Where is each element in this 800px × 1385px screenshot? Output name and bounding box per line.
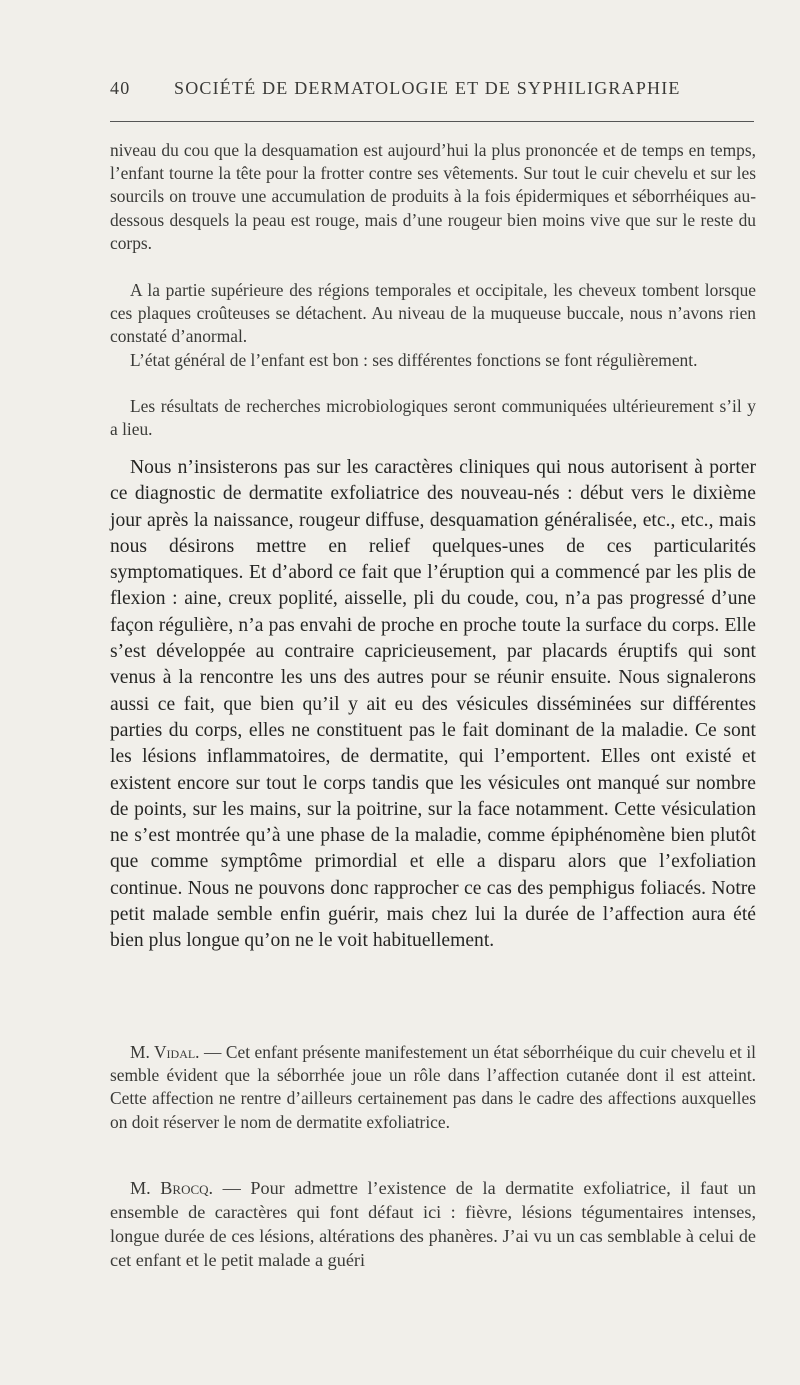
speaker-name: M. Brocq.	[130, 1178, 214, 1198]
paragraph-text: L’état général de l’enfant est bon : ses différentes fonctions se font régulièrement.	[130, 350, 698, 370]
paragraph-text: Les résultats de recherches microbiologiques seront communiquées ultérieurement s’il y a lieu.	[110, 396, 756, 440]
paragraph-brocq	[110, 1176, 756, 1272]
paragraph-text	[110, 1176, 756, 1272]
paragraph-continued	[110, 139, 756, 255]
paragraph-text	[110, 1041, 756, 1134]
paragraph-microbiology	[110, 395, 756, 441]
paragraph-text: niveau du cou que la desquamation est aujourd’hui la plus prononcée et de temps en temps, l’enfant tourne la tête pour la frotter contre ses vêtements. Sur tout le cuir chevelu et sur les sourcils on trouve une accumulation de produits à la fois épidermiques et séborrhéiques au-dessous desquels la peau est rouge, mais d’une rougeur bien moins vive que sur le reste du corps.	[110, 140, 756, 253]
speaker-remark: — Cet enfant présente manifestement un état séborrhéique du cuir chevelu et il semble évident que la séborrhée joue un rôle dans l’affection cutanée dont il est atteint. Cette affection ne rentre d’ailleurs certainement pas dans le cadre des affections auxquelles on doit réserver le nom de dermatite exfoliatrice.	[110, 1042, 756, 1132]
speaker-name: M. Vidal.	[130, 1042, 200, 1062]
page-number: 40	[110, 78, 131, 98]
paragraph-text: Nous n’insisterons pas sur les caractères cliniques qui nous autorisent à porter ce diagnostic de dermatite exfoliatrice des nouveau-nés : début vers le dixième jour après la naissance, rougeur diffuse, desquamation généralisée, etc., etc., mais nous désirons mettre en relief quelques-unes de ces particularités symptomatiques. Et d’abord ce fait que l’éruption qui a commencé par les plis de flexion : aine, creux poplité, aisselle, pli du coude, cou, n’a pas progressé d’une façon régulière, n’a pas envahi de proche en proche toute la surface du corps. Elle s’est développée au contraire capricieusement, par placards éruptifs qui sont venus à la rencontre les uns des autres pour se réunir ensuite. Nous signalerons aussi ce fait, que bien qu’il y ait eu des vésicules disséminées sur différentes parties du corps, elles ne constituent pas le fait dominant de la maladie. Ce sont les lésions inflammatoires, de dermatite, qui l’emportent. Elles ont existé et existent encore sur tout le corps tandis que les vésicules ont manqué sur nombre de points, sur les mains, sur la poitrine, sur la face notamment. Cette vésiculation ne s’est montrée qu’à une phase de la maladie, comme épiphénomène bien plutôt que comme symptôme primordial et elle a disparu alors que l’exfoliation continue. Nous ne pouvons donc rapprocher ce cas des pemphigus foliacés. Notre petit malade semble enfin guérir, mais chez lui la durée de l’affection aura été bien plus longue qu’on ne le voit habituellement.	[110, 457, 756, 952]
paragraph-hair-loss	[110, 279, 756, 349]
header-rule	[110, 121, 754, 122]
paragraph-discussion	[110, 455, 756, 955]
running-title: SOCIÉTÉ DE DERMATOLOGIE ET DE SYPHILIGRAPHIE	[174, 78, 681, 98]
paragraph-text: A la partie supérieure des régions temporales et occipitale, les cheveux tombent lorsque ces plaques croûteuses se détachent. Au niveau de la muqueuse buccale, nous n’avons rien constaté d’anormal.	[110, 280, 756, 347]
speaker-remark: — Pour admettre l’existence de la dermatite exfoliatrice, il faut un ensemble de caractères qui font défaut ici : fièvre, lésions tégumentaires intenses, longue durée de ces lésions, altérations des phanères. J’ai vu un cas semblable à celui de cet enfant et le petit malade a guéri	[110, 1178, 757, 1270]
paragraph-general-state	[110, 349, 756, 372]
paragraph-vidal	[110, 1041, 756, 1134]
